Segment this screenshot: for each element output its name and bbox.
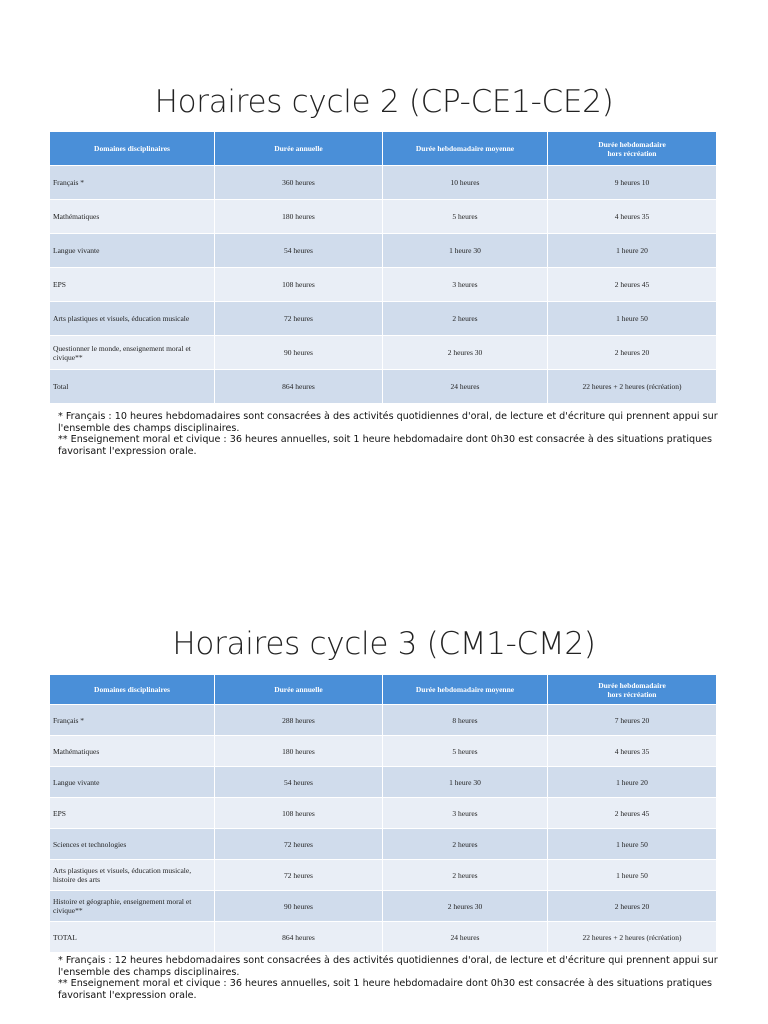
cell-hors-recreation: 2 heures 45 — [548, 798, 716, 828]
cell-hebdo: 24 heures — [383, 922, 547, 952]
note-emc: ** Enseignement moral et civique : 36 heures annuelles, soit 1 heure hebdomadaire dont 0h30 est consacrée à des situations pratiques favorisant l'expression orale. — [58, 978, 713, 1001]
table-row — [50, 166, 716, 199]
table-row — [50, 891, 716, 921]
table-row — [50, 302, 716, 335]
cell-hors-recreation: 1 heure 50 — [548, 302, 716, 335]
cell-hebdo: 24 heures — [383, 370, 547, 403]
cell-domaine: Langue vivante — [50, 767, 214, 797]
cell-hebdo: 1 heure 30 — [383, 234, 547, 267]
header-duree-annuelle: Durée annuelle — [215, 132, 382, 165]
cell-domaine: Arts plastiques et visuels, éducation musicale — [50, 302, 214, 335]
note-francais: * Français : 12 heures hebdomadaires sont consacrées à des activités quotidiennes d'oral, de lecture et d'écriture qui prennent appui sur l'ensemble des champs disciplinaires. — [58, 955, 718, 978]
cycle2-title: Horaires cycle 2 (CP-CE1-CE2) — [154, 84, 614, 120]
header-duree-hebdo: Durée hebdomadaire moyenne — [383, 132, 547, 165]
cell-hors-recreation: 1 heure 20 — [548, 767, 716, 797]
cell-hors-recreation: 2 heures 45 — [548, 268, 716, 301]
cell-annuelle: 360 heures — [215, 166, 382, 199]
cell-hebdo: 2 heures — [383, 829, 547, 859]
table-row — [50, 767, 716, 797]
cell-domaine: TOTAL — [50, 922, 214, 952]
cell-hors-recreation: 22 heures + 2 heures (récréation) — [548, 922, 716, 952]
cell-domaine: Français * — [50, 166, 214, 199]
table-row — [50, 705, 716, 735]
cell-annuelle: 288 heures — [215, 705, 382, 735]
cell-hors-recreation: 1 heure 50 — [548, 860, 716, 890]
header-duree-annuelle: Durée annuelle — [215, 675, 382, 704]
cycle3-header-row — [50, 675, 716, 704]
cell-annuelle: 180 heures — [215, 200, 382, 233]
cell-annuelle: 864 heures — [215, 370, 382, 403]
cell-hebdo: 2 heures — [383, 302, 547, 335]
cell-hebdo: 10 heures — [383, 166, 547, 199]
cell-domaine: EPS — [50, 268, 214, 301]
cell-hebdo: 5 heures — [383, 200, 547, 233]
cell-hors-recreation: 22 heures + 2 heures (récréation) — [548, 370, 716, 403]
cell-hors-recreation: 1 heure 20 — [548, 234, 716, 267]
table-row — [50, 798, 716, 828]
cell-annuelle: 72 heures — [215, 829, 382, 859]
cell-hebdo: 1 heure 30 — [383, 767, 547, 797]
header-domaines: Domaines disciplinaires — [50, 132, 214, 165]
table-row — [50, 829, 716, 859]
table-row — [50, 234, 716, 267]
cell-annuelle: 864 heures — [215, 922, 382, 952]
cell-domaine: Langue vivante — [50, 234, 214, 267]
cell-hors-recreation: 2 heures 20 — [548, 891, 716, 921]
cell-hebdo: 3 heures — [383, 268, 547, 301]
cell-domaine: Mathématiques — [50, 736, 214, 766]
table-row-total — [50, 922, 716, 952]
cell-annuelle: 90 heures — [215, 891, 382, 921]
cell-annuelle: 108 heures — [215, 798, 382, 828]
header-duree-hebdo: Durée hebdomadaire moyenne — [383, 675, 547, 704]
header-duree-hors-recreation: Durée hebdomadaire hors récréation — [548, 132, 716, 165]
cell-annuelle: 108 heures — [215, 268, 382, 301]
cell-annuelle: 54 heures — [215, 767, 382, 797]
cell-hors-recreation: 9 heures 10 — [548, 166, 716, 199]
cell-hors-recreation: 7 heures 20 — [548, 705, 716, 735]
cell-domaine: Total — [50, 370, 214, 403]
cell-domaine: EPS — [50, 798, 214, 828]
cycle2-header-row — [50, 132, 716, 165]
cycle2-table — [49, 131, 717, 404]
cell-hebdo: 2 heures — [383, 860, 547, 890]
cycle3-title: Horaires cycle 3 (CM1-CM2) — [172, 626, 596, 662]
table-row — [50, 200, 716, 233]
cell-domaine: Histoire et géographie, enseignement moral et civique** — [50, 891, 214, 921]
cell-annuelle: 72 heures — [215, 860, 382, 890]
cycle3-table — [49, 674, 717, 953]
cell-domaine: Mathématiques — [50, 200, 214, 233]
cell-domaine: Français * — [50, 705, 214, 735]
cell-domaine: Sciences et technologies — [50, 829, 214, 859]
table-row — [50, 860, 716, 890]
cell-hebdo: 2 heures 30 — [383, 891, 547, 921]
cycle3-notes — [58, 955, 728, 1001]
table-row — [50, 336, 716, 369]
cell-annuelle: 72 heures — [215, 302, 382, 335]
cell-hors-recreation: 4 heures 35 — [548, 200, 716, 233]
table-row — [50, 736, 716, 766]
cell-hebdo: 5 heures — [383, 736, 547, 766]
cell-hors-recreation: 4 heures 35 — [548, 736, 716, 766]
cell-annuelle: 90 heures — [215, 336, 382, 369]
cell-hebdo: 8 heures — [383, 705, 547, 735]
header-domaines: Domaines disciplinaires — [50, 675, 214, 704]
note-francais: * Français : 10 heures hebdomadaires sont consacrées à des activités quotidiennes d'oral, de lecture et d'écriture qui prennent appui sur l'ensemble des champs disciplinaires. — [58, 411, 718, 434]
header-duree-hors-recreation: Durée hebdomadaire hors récréation — [548, 675, 716, 704]
note-emc: ** Enseignement moral et civique : 36 heures annuelles, soit 1 heure hebdomadaire dont 0h30 est consacrée à des situations pratiques favorisant l'expression orale. — [58, 434, 713, 457]
cell-hebdo: 2 heures 30 — [383, 336, 547, 369]
cell-annuelle: 180 heures — [215, 736, 382, 766]
cell-domaine: Arts plastiques et visuels, éducation musicale, histoire des arts — [50, 860, 214, 890]
cycle2-notes — [58, 411, 728, 457]
cell-annuelle: 54 heures — [215, 234, 382, 267]
cell-hors-recreation: 1 heure 50 — [548, 829, 716, 859]
cell-hebdo: 3 heures — [383, 798, 547, 828]
cell-hors-recreation: 2 heures 20 — [548, 336, 716, 369]
cell-domaine: Questionner le monde, enseignement moral et civique** — [50, 336, 214, 369]
table-row-total — [50, 370, 716, 403]
table-row — [50, 268, 716, 301]
